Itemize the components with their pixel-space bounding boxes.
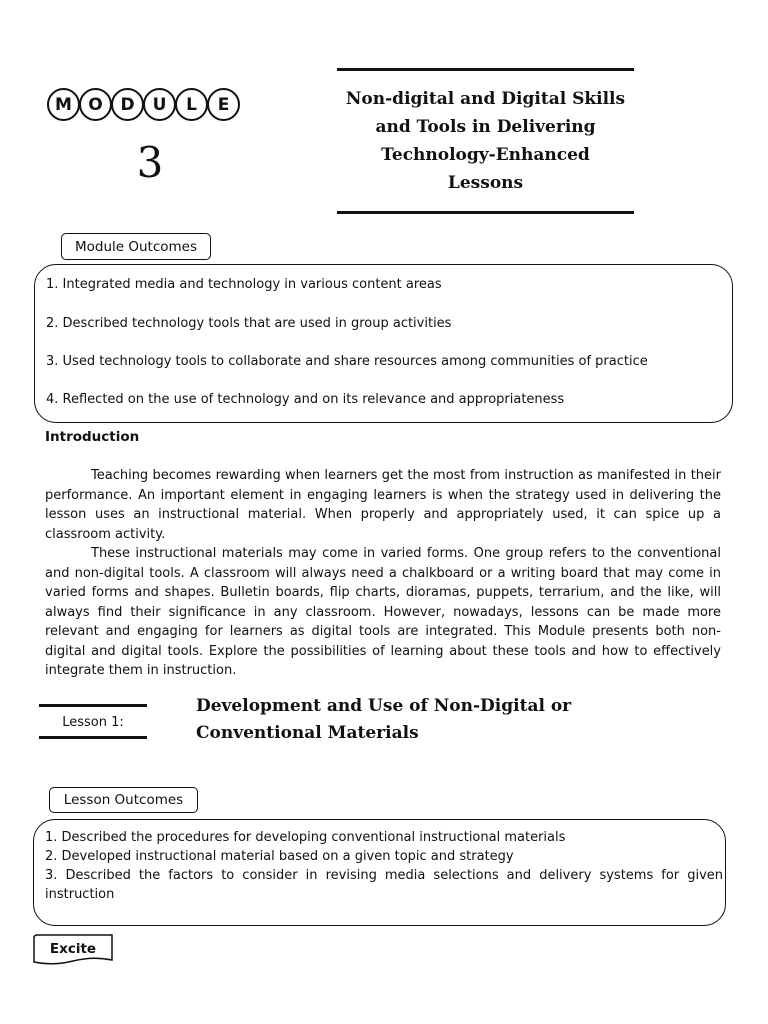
lesson-outcome-list xyxy=(45,828,723,904)
introduction-paragraph: These instructional materials may come in varied forms. One group refers to the conventional and non-digital tools. A classroom will always need a chalkboard or a writing board that may come in varied forms and shapes. Bulletin boards, flip charts, dioramas, puppets, terrarium, and the like, will always find their significance in any classroom. However, nowadays, lessons can be made more relevant and engaging for learners as digital tools are integrated. This Module presents both non-digital and digital tools. Explore the possibilities of learning about these tools and how to effectively integrate them in instruction. xyxy=(45,546,721,678)
module-title-line: and Tools in Delivering xyxy=(375,117,596,137)
lesson-outcome-item: 1. Described the procedures for developing conventional instructional materials xyxy=(45,830,566,845)
lesson-outcome-item: 3. Described the factors to consider in revising media selections and delivery systems for given instruction xyxy=(45,868,723,902)
module-letter: O xyxy=(79,88,112,121)
lesson-title-line: Conventional Materials xyxy=(196,723,419,743)
module-letter: D xyxy=(111,88,144,121)
module-letters xyxy=(47,88,239,121)
introduction-paragraph: Teaching becomes rewarding when learners get the most from instruction as manifested in their performance. An important element in engaging learners is when the strategy used in delivering the lesson uses an instructional material. When properly and appropriately used, it can spice up a classroom activity. xyxy=(45,468,721,542)
module-number: 3 xyxy=(136,138,164,187)
module-letter: U xyxy=(143,88,176,121)
introduction-body xyxy=(45,466,721,681)
module-outcomes-box xyxy=(34,264,733,423)
lesson-title-line: Development and Use of Non-Digital or xyxy=(196,696,572,716)
module-outcome-item: 3. Used technology tools to collaborate and share resources among communities of practice xyxy=(46,354,648,369)
module-outcome-item: 2. Described technology tools that are used in group activities xyxy=(46,316,452,331)
lesson-outcomes-label: Lesson Outcomes xyxy=(49,787,198,813)
excite-label: Excite xyxy=(49,941,97,957)
module-outcomes-label: Module Outcomes xyxy=(61,233,211,260)
introduction-heading: Introduction xyxy=(45,429,140,445)
lesson-title xyxy=(196,693,608,747)
module-title-line: Non-digital and Digital Skills xyxy=(345,89,626,109)
module-title-line: Lessons xyxy=(447,173,524,193)
module-outcome-item: 1. Integrated media and technology in various content areas xyxy=(46,277,442,292)
module-outcome-item: 4. Reflected on the use of technology and on its relevance and appropriateness xyxy=(46,392,565,407)
module-letter: M xyxy=(47,88,80,121)
title-rule-bottom xyxy=(337,211,634,214)
lesson-outcome-item: 2. Developed instructional material based on a given topic and strategy xyxy=(45,849,514,864)
lesson-rule-top xyxy=(39,704,147,707)
lesson-outcomes-box xyxy=(33,819,726,926)
module-title-line: Technology-Enhanced xyxy=(381,145,590,165)
lesson-rule-bottom xyxy=(39,736,147,739)
module-title xyxy=(337,85,634,197)
module-letter: E xyxy=(207,88,240,121)
lesson-label: Lesson 1: xyxy=(62,715,124,730)
title-rule-top xyxy=(337,68,634,71)
module-letter: L xyxy=(175,88,208,121)
